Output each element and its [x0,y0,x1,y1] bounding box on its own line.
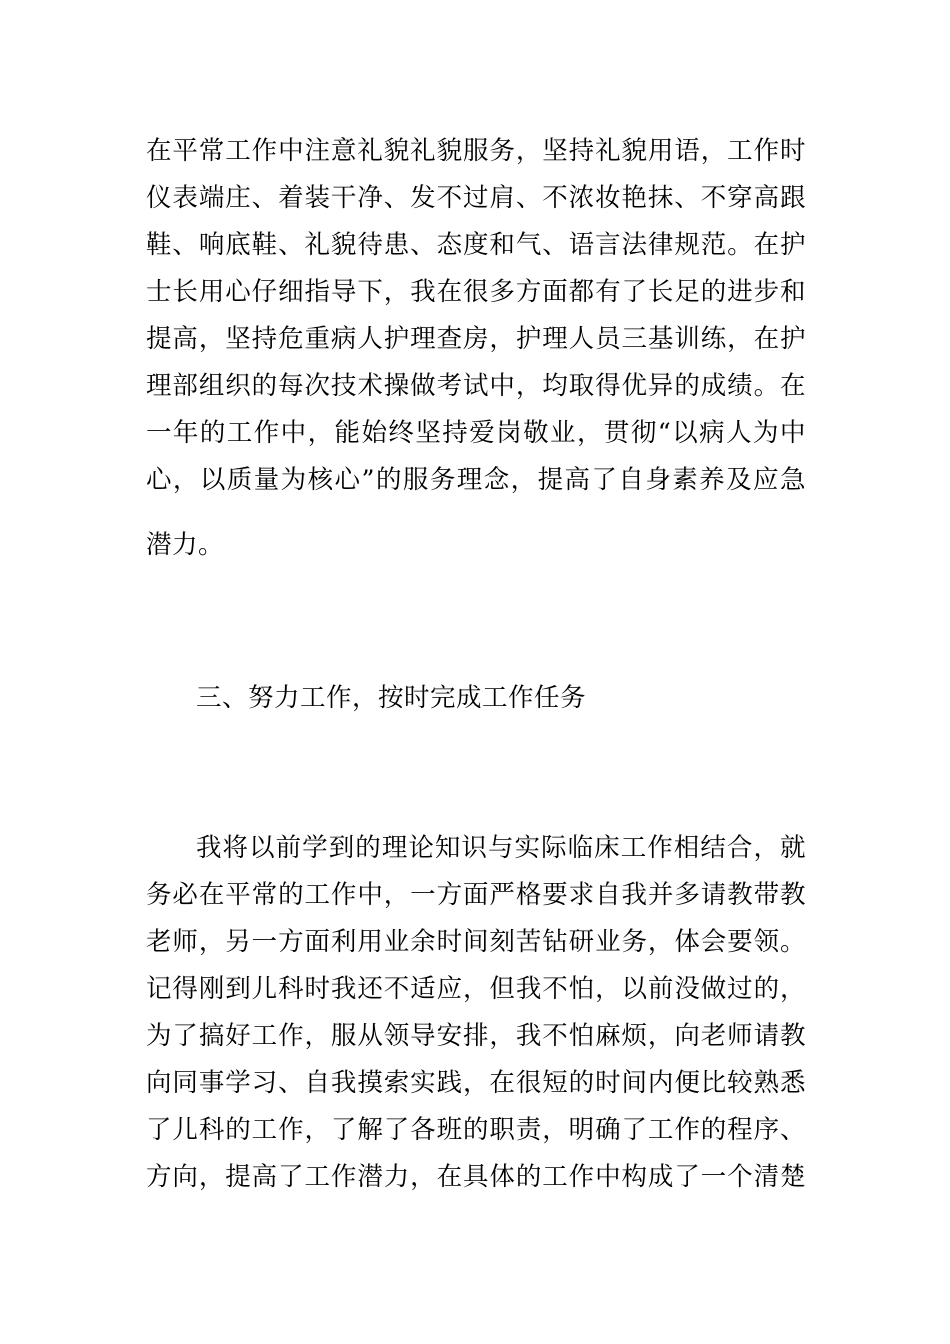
paragraph-1-line-9: 潜力。 [146,530,225,560]
paragraph-1-line-4: 士长用心仔细指导下，我在很多方面都有了长足的进步和 [146,277,806,307]
paragraph-1-line-2: 仪表端庄、着装干净、发不过肩、不浓妆艳抹、不穿高跟 [146,183,806,213]
paragraph-2-line-3: 老师，另一方面利用业余时间刻苦钻研业务，体会要领。 [146,927,806,957]
paragraph-2-line-6: 向同事学习、自我摸索实践，在很短的时间内便比较熟悉 [146,1068,806,1098]
paragraph-1-line-5: 提高，坚持危重病人护理查房，护理人员三基训练，在护 [146,324,806,354]
paragraph-1-line-6: 理部组织的每次技术操做考试中，均取得优异的成绩。在 [146,371,806,401]
paragraph-2-line-7: 了儿科的工作，了解了各班的职责，明确了工作的程序、 [146,1115,806,1145]
paragraph-2-line-4: 记得刚到儿科时我还不适应，但我不怕，以前没做过的， [146,974,806,1004]
paragraph-2-line-1: 我将以前学到的理论知识与实际临床工作相结合，就 [196,833,806,863]
paragraph-1-line-8: 心，以质量为核心”的服务理念，提高了自身素养及应急 [146,465,806,495]
paragraph-1-line-7: 一年的工作中，能始终坚持爱岗敬业，贯彻“以病人为中 [146,418,806,448]
paragraph-1-line-3: 鞋、响底鞋、礼貌待患、态度和气、语言法律规范。在护 [146,230,806,260]
paragraph-2-line-5: 为了搞好工作，服从领导安排，我不怕麻烦，向老师请教 [146,1021,806,1051]
section-heading: 三、努力工作，按时完成工作任务 [196,683,587,713]
paragraph-2-line-8: 方向，提高了工作潜力，在具体的工作中构成了一个清楚 [146,1162,806,1192]
paragraph-1-line-1: 在平常工作中注意礼貌礼貌服务，坚持礼貌用语，工作时 [146,136,806,166]
paragraph-2-line-2: 务必在平常的工作中，一方面严格要求自我并多请教带教 [146,880,806,910]
